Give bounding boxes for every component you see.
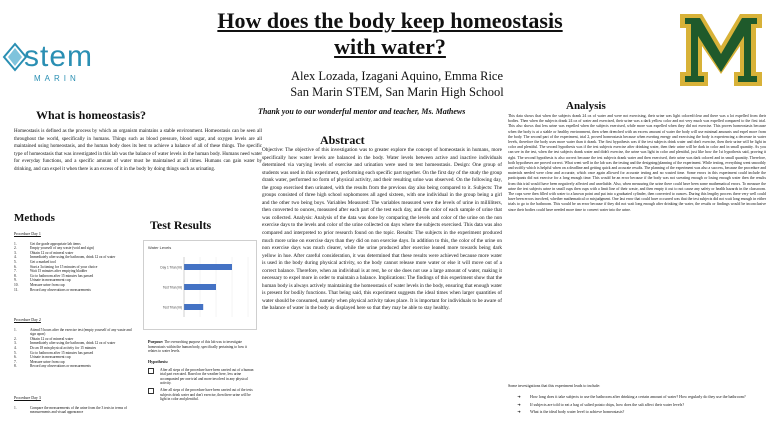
step-number: 1. [14,327,17,332]
arrow-right-icon: ➔ [517,394,521,399]
step-text: Wait 15 minutes after emptying bladder [30,269,88,274]
step-text: Attend 5 hours after the exercise test (empty yourself of any waste and sign upon) [30,327,132,337]
chart-title: Water Levels [148,245,172,250]
procedure-day-3 [14,396,134,415]
step-text: Get a marked tool [30,259,56,264]
acknowledgement: Thank you to our wonderful mentor and teacher, Ms. Mathews [258,107,466,116]
chart-bar [184,264,232,270]
procedure-title: Procedure Day 3 [14,395,41,400]
category-label: Day 1 Trial (ml) [160,265,182,270]
step-text: Start a 3a timing for 15 minutes of your choice [30,264,98,269]
step-text: Measure urine from cup [30,359,65,364]
procedure-step [14,406,134,415]
purpose-block [148,340,256,354]
step-text: Obtain 12 oz of mineral water [30,250,74,255]
step-text: Empty yourself of any waste (void and sign) [30,246,94,251]
logo-sub: MARIN [34,74,80,83]
stem-marin-logo [2,30,122,92]
questions-list [508,394,766,417]
step-text: Urinate in measurement cup [30,355,71,360]
step-number: 7. [14,269,17,274]
step-number: 4. [14,345,17,350]
abstract-heading: Abstract [320,133,365,147]
what-heading: What is homeostasis? [36,108,147,122]
step-text: Obtain 12 oz of mineral water [30,336,74,341]
category-label: Test Trial (ml) [162,305,182,310]
procedure-day-2 [14,318,134,369]
purpose-label: Purpose: [148,339,164,344]
analysis-text: This data shows that when the subjects drank 24 oz of water and were not exercising, their urine was light colored/clear and there was a lot expelled from their bodies. Then when the subjects drank 24 oz of water and exercised, their urine was a dark yellow color and not very much was expelled compared to the first trial. This also shows that less urine was expelled when the subjects exercised, while more was expelled when they did not exercise. This proves homeostasis because when the body is at a stable or healthy environment, then when drenched with an excess amount of water the body will use minimal amounts and expel more from the body. The second part of the experiment, trial 2, proved homeostasis because when exerting energy and exercising the body is experiencing a decrease in water levels, therefore the body uses more water than it drank. The first hypothesis was if the test subjects drink water and don't exercise, then their urine will be light in color and plentiful. The second hypothesis was if the test subjects exercise after drinking water, then their urine will be dark in color and in small quantity. As you can see in the test, when the test subjects drank water and didn't exercise, the urine was light in color and plentiful, just like how the 1st hypothesis said, proving it right. The second hypothesis is also correct because the test subjects drank water and then exercised, their urine was dark colored and in small quantity. Therefore, both hypotheses are proved correct. What went well in the lab was the testing and the designing/planning of the experiment. While testing, everything went smoothly and swiftly which is helpful when on a deadline and getting quick and accurate results. The planning of the experiment was also a success, because the procedure and materials needed were clear and accurate, which once again allowed for accurate testing and no wasted time. Some errors in this experiment could include the participants did not exercise for a long enough time. This would be an error because if the body was not sweating enough or losing enough water then the results from this trial would have been negatively affected and unreliable. Also, when measuring the urine there could have been some mathematical errors. To measure the urine the test subjects urine in small cups then cups with a limit line of their waste, and then empty it out to not cause any safety or health hazards in the classroom. The cups were then filled with water to a known point and put into a graduated cylinder, then converted to ounces. During this lengthy process there very well could have been errors involved, whether mathematical or misjudgment. One last error that could have occurred was that the test subjects did not wait long enough in either trials to go to the bathroom. This would be an error because if they did not wait long enough after drinking the water, the results or findings would be inconclusive since their bodies could have needed more time to convert water into the urine. [508,114,766,212]
question-text: How long does it take subjects to use the bathroom after drinking a certain amount of water? How regularly do they use the bathroom? [530,394,746,399]
poster-title: How does the body keep homeostasis with water? [217,8,563,59]
logo-word: stem [24,40,94,73]
questions-intro: Some investigations that this experiment leads to include: [508,383,601,388]
step-text: Get the grade appropriate lab items [30,241,81,246]
step-number: 6. [14,355,17,360]
question-text: What is the ideal body water level to achieve homeostasis? [530,409,625,414]
step-number: 8. [14,364,17,369]
school-name: San Marin STEM, San Marin High School [290,85,504,99]
arrow-right-icon: ➔ [517,409,521,414]
step-number: 1. [14,405,17,410]
step-number: 7. [14,359,17,364]
step-number: 3. [14,250,17,255]
step-text: Measure urine from cup [30,282,65,287]
step-number: 11. [14,287,19,292]
procedure-step [14,328,134,337]
step-number: 9. [14,278,17,283]
category-label: Test Trial (ml) [162,285,182,290]
step-number: 1. [14,241,17,246]
step-text: Compare the measurements of the urine from the 3 tests in terms of measurements and visual appearance [30,405,128,415]
m-shield-icon [676,2,766,92]
step-number: 2. [14,336,17,341]
question-text: If subjects are told to eat a bag of salted potato chips, how does the salt affect their water levels? [530,401,685,407]
abstract-text: Objective: The objective of this investigation was to greater explore the concept of homeostasis in humans, more specifically how water levels are balanced in the body. Water levels between active and inactive individuals determined via varying levels of exercise and urination were used to test homeostasis. Design: One group of students was used in this experiment, performing each specific part together. On the first day of the study the group drank water, performed no form of physical activity, and their resulting urine was observed. On the following day, the group exercised then urinated, with the results from the previous day also being compared to it. Subjects: The groups consisted of three high school sophomores all aged sixteen, with one individual in the group being a girl and the other two being boys. Variables Measured: The variables measured were the levels of urine in milliliters, then converted to ounces, measured after each part of the test each day, and the color of each sample of urine that was collected. Analysis: Analysis of the data was done by comparing the levels and color of the urine on the non exercise days to the levels and color of the urine collected on days where the subjects exercised. This data was also compared and interpreted to prior research found on the topic. Results: The subjects in the experiment produced much more urine on exercise days than they did on non exercise days. In addition to this, the color of the urine on non exercise days was much clearer, while the urine produced after exercise leaned more towards being dark yellow in hue. After careful consideration, it was determined that these results were achieved because more water is used in the body during physical activity, so the body cannot release more water or else it will move out of a correct balance. Therefore, when an individual is at rest, he or she does not use a large amount of water, making it necessary to expel more in order to maintain a balance. Implications: The findings of this experiment show that the human body is always actively maintaining the homeostasis of water levels in the body, ensuring that enough water is present for bodily functions. That being said, this experiment suggests the ideal times when larger quantities of water should be consumed, namely when physical activity takes place. It is important for individuals to be aware of the balance of water in the body as displayed here so that they may be able to stay healthy. [262,147,502,312]
step-number: 2. [14,246,17,251]
step-number: 8. [14,273,17,278]
chart-bar [184,304,203,310]
methods-heading: Methods [14,212,55,224]
procedure-title: Procedure Day 2 [14,317,41,322]
procedure-steps [14,328,134,369]
procedure-steps [14,406,134,415]
arrow-right-icon: ➔ [517,401,521,407]
procedure-title: Procedure Day 1 [14,231,41,236]
analysis-heading: Analysis [566,100,606,112]
step-number: 5. [14,350,17,355]
hypothesis-item [148,368,256,386]
step-number: 6. [14,264,17,269]
procedure-step [14,288,134,293]
results-heading: Test Results [150,218,212,232]
chart-bar [184,284,216,290]
step-number: 3. [14,341,17,346]
hypothesis-text: After all steps of the procedure have been carried out of the tests subjects drink water and don't exercise, then there urine will be light in color and plentiful. [160,387,253,402]
procedure-day-1 [14,232,134,292]
step-text: Immediately after using the bathroom, drink 12 oz of water [30,341,116,346]
question-item [508,394,766,400]
question-item [508,409,766,415]
san-marin-m-logo [676,2,766,92]
hypothesis-block [148,360,256,404]
hypothesis-label: Hypothesis: [148,359,169,364]
procedure-step [14,364,134,369]
author-names: Alex Lozada, Izagani Aquino, Emma Rice [290,69,504,83]
water-levels-chart [143,240,257,330]
author-block [262,68,532,100]
step-number: 4. [14,255,17,260]
step-text: Urinate in measurement cup [30,278,71,283]
step-text: Go to bathroom after 15 minutes has passed [30,350,94,355]
step-text: Do an 18 min physical activity for 15 minutes [30,345,97,350]
question-item [508,402,766,408]
checkbox-icon [148,368,154,374]
hypothesis-item [148,388,256,402]
chart-svg [144,241,256,329]
purpose-text: The overarching purpose of this lab was to investigate homeostasis within the human body, specifically pertaining to how it relates to water levels. [148,340,247,354]
procedure-steps [14,242,134,293]
hypothesis-text: After all steps of the procedure have been carried out of a human trial part executed. Based on the weather here, less urine accompanied per one trial and more involved in any physical activity. [160,367,254,386]
step-text: Record any observations or measurements [30,364,91,369]
step-text: Record any observations or measurements [30,287,91,292]
step-text: Go to bathroom after 15 minutes has passed [30,273,94,278]
what-text: Homeostasis is defined as the process by which an organism maintains a stable environment. Homeostasis can be seen all throughout the world, specifically in humans. Things such as blood pressure, blood sugar, and oxygen levels are all maintained using homeostasis, and the human body does its best to achieve a balance of all of these things. The specific type of homeostasis that was investigated in this lab was the balance of water levels in the human body. Humans need water for everyday functions, and a specific amount of water must be maintained at all times. Humans can gain water by drinking, and can expel it when there is an excess of it in the body by doing things such as urinating. [14,129,262,172]
step-number: 10. [14,282,19,287]
step-text: Immediately after using the bathroom, drink 12 oz of water [30,255,116,260]
checkbox-icon [148,388,154,394]
step-number: 5. [14,259,17,264]
